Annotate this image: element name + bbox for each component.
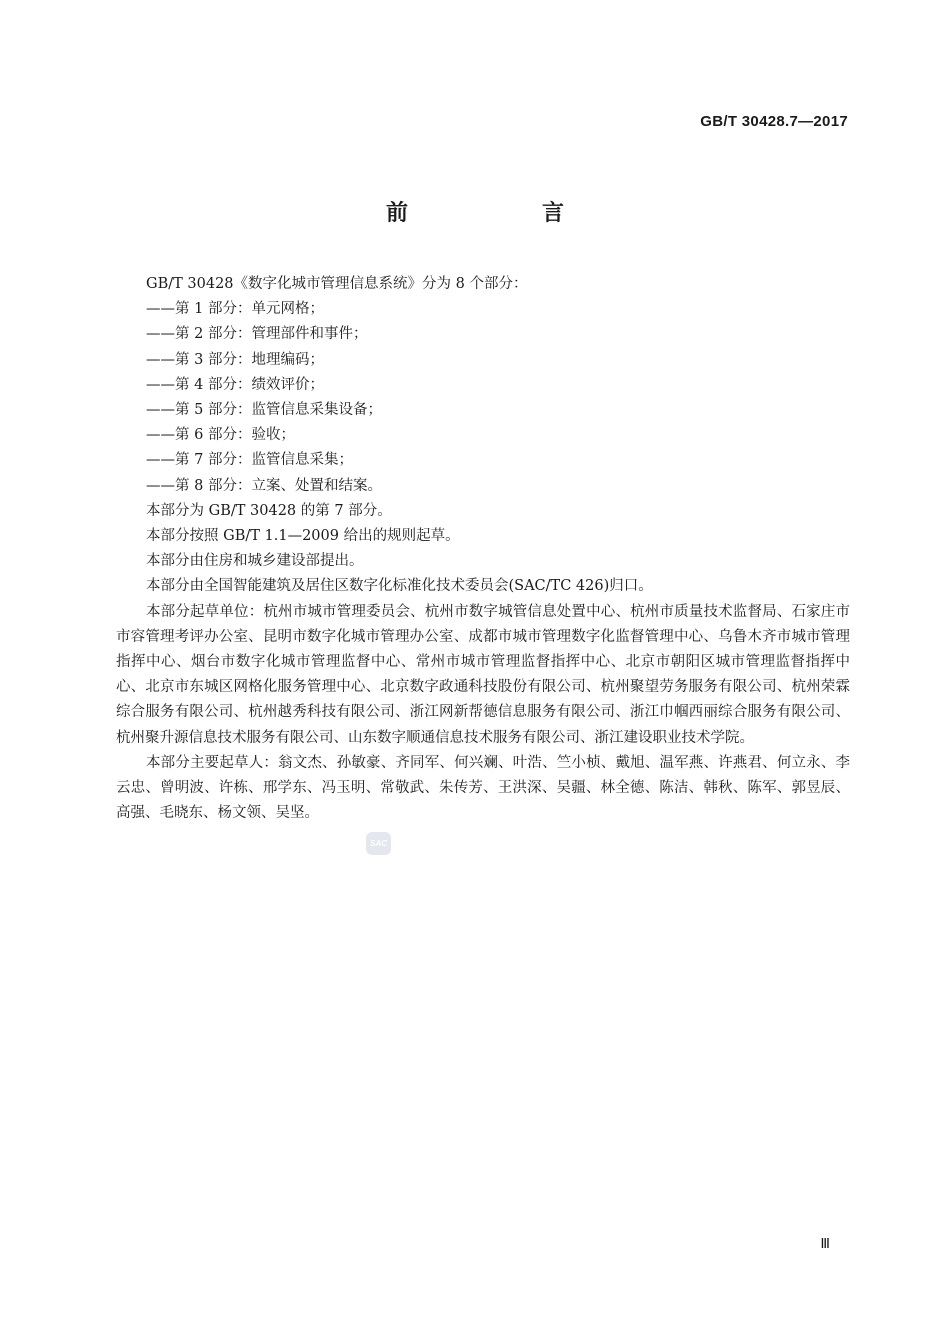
part-list-item: ——第 4 部分：绩效评价； <box>146 376 324 393</box>
part-list-item: ——第 5 部分：监管信息采集设备； <box>146 402 382 419</box>
drafting-rules: 本部分按照 GB/T 1.1—2009 给出的规则起草。 <box>146 528 460 545</box>
standard-code: GB/T 30428.7—2017 <box>700 113 848 130</box>
drafting-units: 本部分起草单位：杭州市城市管理委员会、杭州市数字城管信息处置中心、杭州市质量技术监督局、石家庄市市容管理考评办公室、昆明市数字化城市管理办公室、成都市城市管理数字化监督管理中心、乌鲁木齐市城市管理指挥中心、烟台市数字化城市管理监督中心、常州市城市管理监督指挥中心、北京市朝阳区城市管理监督指挥中心、北京市东城区网格化服务管理中心、北京数字政通科技股份有限公司、杭州聚望劳务服务有限公司、杭州荣霖综合服务有限公司、杭州越秀科技有限公司、浙江网新帮德信息服务有限公司、浙江巾帼西丽综合服务有限公司、杭州聚升源信息技术服务有限公司、山东数字顺通信息技术服务有限公司、浙江建设职业技术学院。 <box>116 603 850 746</box>
intro-paragraph: GB/T 30428《数字化城市管理信息系统》分为 8 个部分： <box>146 276 528 292</box>
part-list-item: ——第 8 部分：立案、处置和结案。 <box>146 477 382 494</box>
part-list-item: ——第 1 部分：单元网格； <box>146 301 324 318</box>
page-title: 前 言 <box>385 201 620 226</box>
sac-watermark-logo: SAC <box>366 832 391 855</box>
part-statement: 本部分为 GB/T 30428 的第 7 部分。 <box>146 502 392 519</box>
committee: 本部分由全国智能建筑及居住区数字化标准化技术委员会(SAC/TC 426)归口。 <box>146 578 653 595</box>
part-list-item: ——第 2 部分：管理部件和事件； <box>146 326 368 343</box>
part-list-item: ——第 3 部分：地理编码； <box>146 351 324 368</box>
proposer: 本部分由住房和城乡建设部提出。 <box>146 553 364 570</box>
drafters: 本部分主要起草人：翁文杰、孙敏豪、齐同军、何兴斓、叶浩、竺小桢、戴旭、温军燕、许燕君、何立永、李云忠、曾明波、许栋、邢学东、冯玉明、常敬武、朱传芳、王洪深、吴疆、林全德、陈洁、韩秋、陈军、郭昱辰、高强、毛晓东、杨文领、吴坚。 <box>116 754 850 822</box>
part-list-item: ——第 6 部分：验收； <box>146 427 295 444</box>
foreword-body <box>116 272 850 826</box>
part-list-item: ——第 7 部分：监管信息采集； <box>146 452 353 469</box>
page-number: Ⅲ <box>820 1237 830 1252</box>
